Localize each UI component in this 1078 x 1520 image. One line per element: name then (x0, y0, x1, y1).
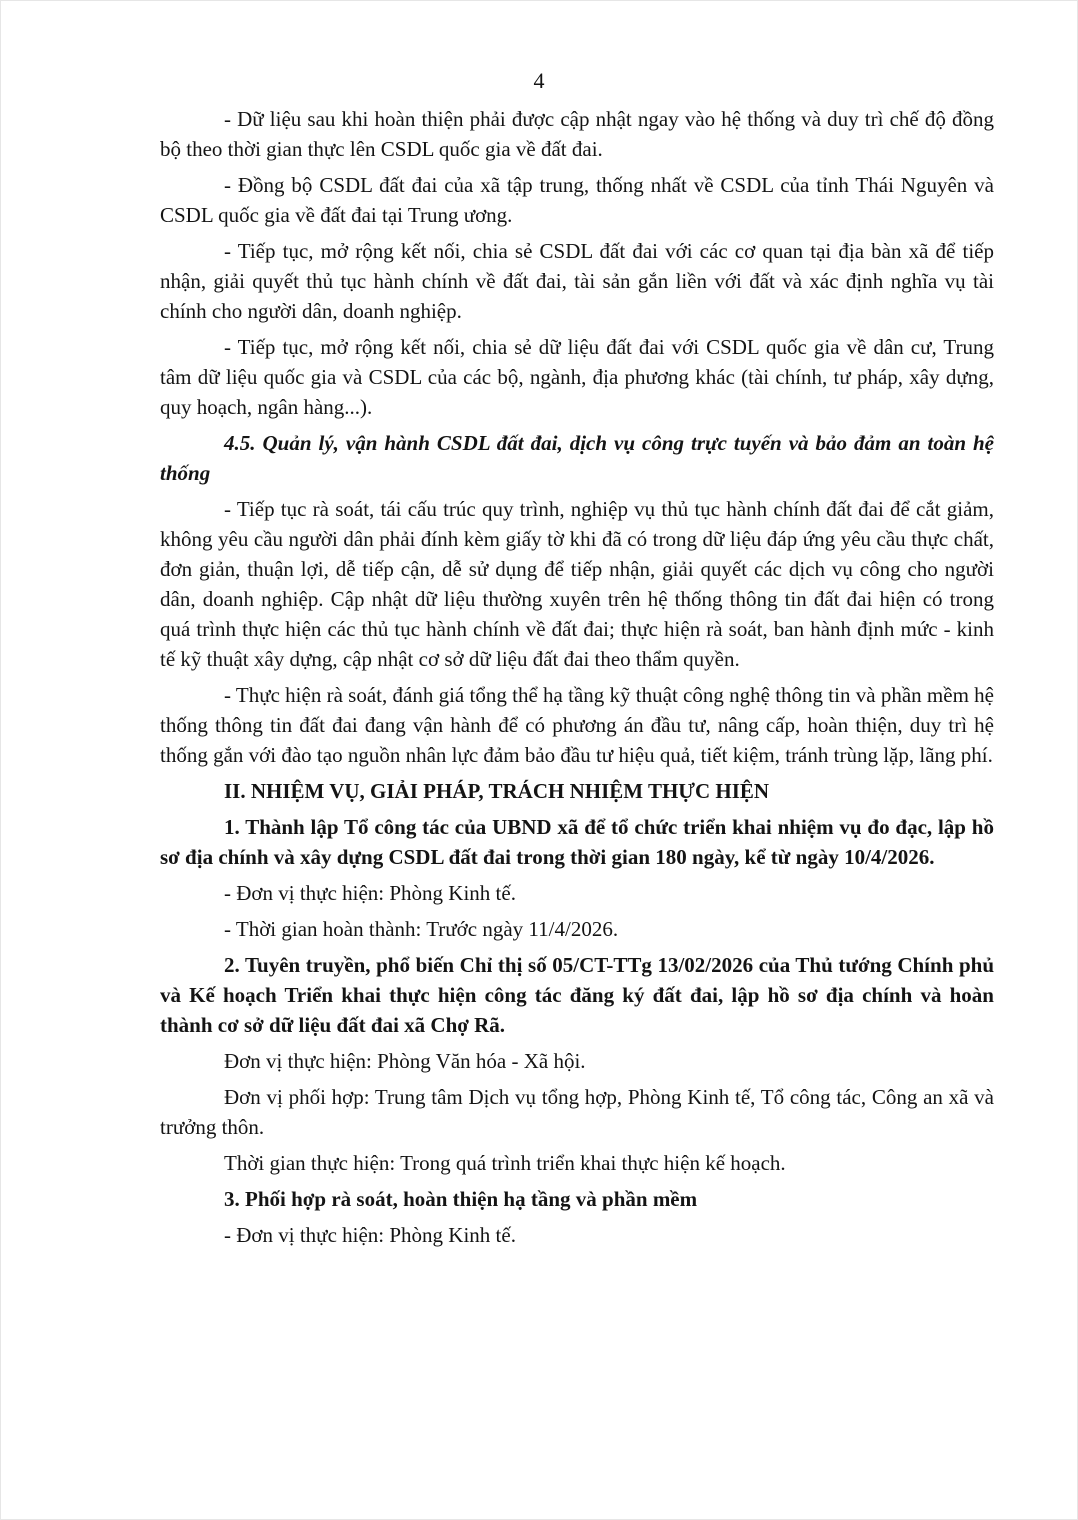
paragraph: - Dữ liệu sau khi hoàn thiện phải được cập nhật ngay vào hệ thống và duy trì chế độ đồng bộ theo thời gian thực lên CSDL quốc gia về đất đai. (160, 107, 994, 161)
paragraph: - Đơn vị thực hiện: Phòng Kinh tế. (224, 1223, 516, 1247)
paragraph: - Thực hiện rà soát, đánh giá tổng thể hạ tầng kỹ thuật công nghệ thông tin và phần mềm hệ thống thông tin đất đai đang vận hành để có phương án đầu tư, nâng cấp, hoàn thiện, duy trì hệ thống gắn với đào tạo nguồn nhân lực đảm bảo đầu tư hiệu quả, tiết kiệm, tránh trùng lặp, lãng phí. (160, 683, 994, 767)
task-heading: 1. Thành lập Tổ công tác của UBND xã để tổ chức triển khai nhiệm vụ đo đạc, lập hồ sơ địa chính và xây dựng CSDL đất đai trong thời gian 180 ngày, kể từ ngày 10/4/2026. (160, 815, 994, 869)
paragraph: - Thời gian hoàn thành: Trước ngày 11/4/2026. (224, 917, 619, 941)
paragraph: - Tiếp tục rà soát, tái cấu trúc quy trình, nghiệp vụ thủ tục hành chính đất đai để cắt giảm, không yêu cầu người dân phải đính kèm giấy tờ khi đã có trong dữ liệu đáp ứng yêu cầu thực chất, đơn giản, thuận lợi, dễ tiếp cận, dễ sử dụng để tiếp nhận, giải quyết các dịch vụ công cho người dân, doanh nghiệp. Cập nhật dữ liệu thường xuyên trên hệ thống thông tin đất đai hiện có trong quá trình thực hiện các thủ tục hành chính về đất đai; thực hiện rà soát, ban hành định mức - kinh tế kỹ thuật xây dựng, cập nhật cơ sở dữ liệu đất đai theo thẩm quyền. (160, 497, 994, 671)
paragraph: - Đồng bộ CSDL đất đai của xã tập trung, thống nhất về CSDL của tỉnh Thái Nguyên và CSDL quốc gia về đất đai tại Trung ương. (160, 173, 994, 227)
document-body (160, 104, 994, 1256)
paragraph: - Tiếp tục, mở rộng kết nối, chia sẻ CSDL đất đai với các cơ quan tại địa bàn xã để tiếp nhận, giải quyết thủ tục hành chính về đất đai, tài sản gắn liền với đất và xác định nghĩa vụ tài chính cho người dân, doanh nghiệp. (160, 239, 994, 323)
task-heading: 3. Phối hợp rà soát, hoàn thiện hạ tầng và phần mềm (224, 1187, 698, 1211)
paragraph: - Đơn vị thực hiện: Phòng Kinh tế. (224, 881, 516, 905)
paragraph: Đơn vị thực hiện: Phòng Văn hóa - Xã hội. (224, 1049, 586, 1073)
paragraph: Thời gian thực hiện: Trong quá trình triển khai thực hiện kế hoạch. (224, 1151, 786, 1175)
paragraph: - Tiếp tục, mở rộng kết nối, chia sẻ dữ liệu đất đai với CSDL quốc gia về dân cư, Trung tâm dữ liệu quốc gia và CSDL của các bộ, ngành, địa phương khác (tài chính, tư pháp, xây dựng, quy hoạch, ngân hàng...). (160, 335, 994, 419)
paragraph: Đơn vị phối hợp: Trung tâm Dịch vụ tổng hợp, Phòng Kinh tế, Tổ công tác, Công an xã và trưởng thôn. (160, 1085, 994, 1139)
page-number: 4 (533, 68, 545, 93)
task-heading: 2. Tuyên truyền, phổ biến Chỉ thị số 05/CT-TTg 13/02/2026 của Thủ tướng Chính phủ và Kế hoạch Triển khai thực hiện công tác đăng ký đất đai, lập hồ sơ địa chính và hoàn thành cơ sở dữ liệu đất đai xã Chợ Rã. (160, 953, 994, 1037)
section-heading: II. NHIỆM VỤ, GIẢI PHÁP, TRÁCH NHIỆM THỰC HIỆN (224, 779, 770, 803)
section-subheading: 4.5. Quản lý, vận hành CSDL đất đai, dịch vụ công trực tuyến và bảo đảm an toàn hệ thống (160, 431, 994, 485)
